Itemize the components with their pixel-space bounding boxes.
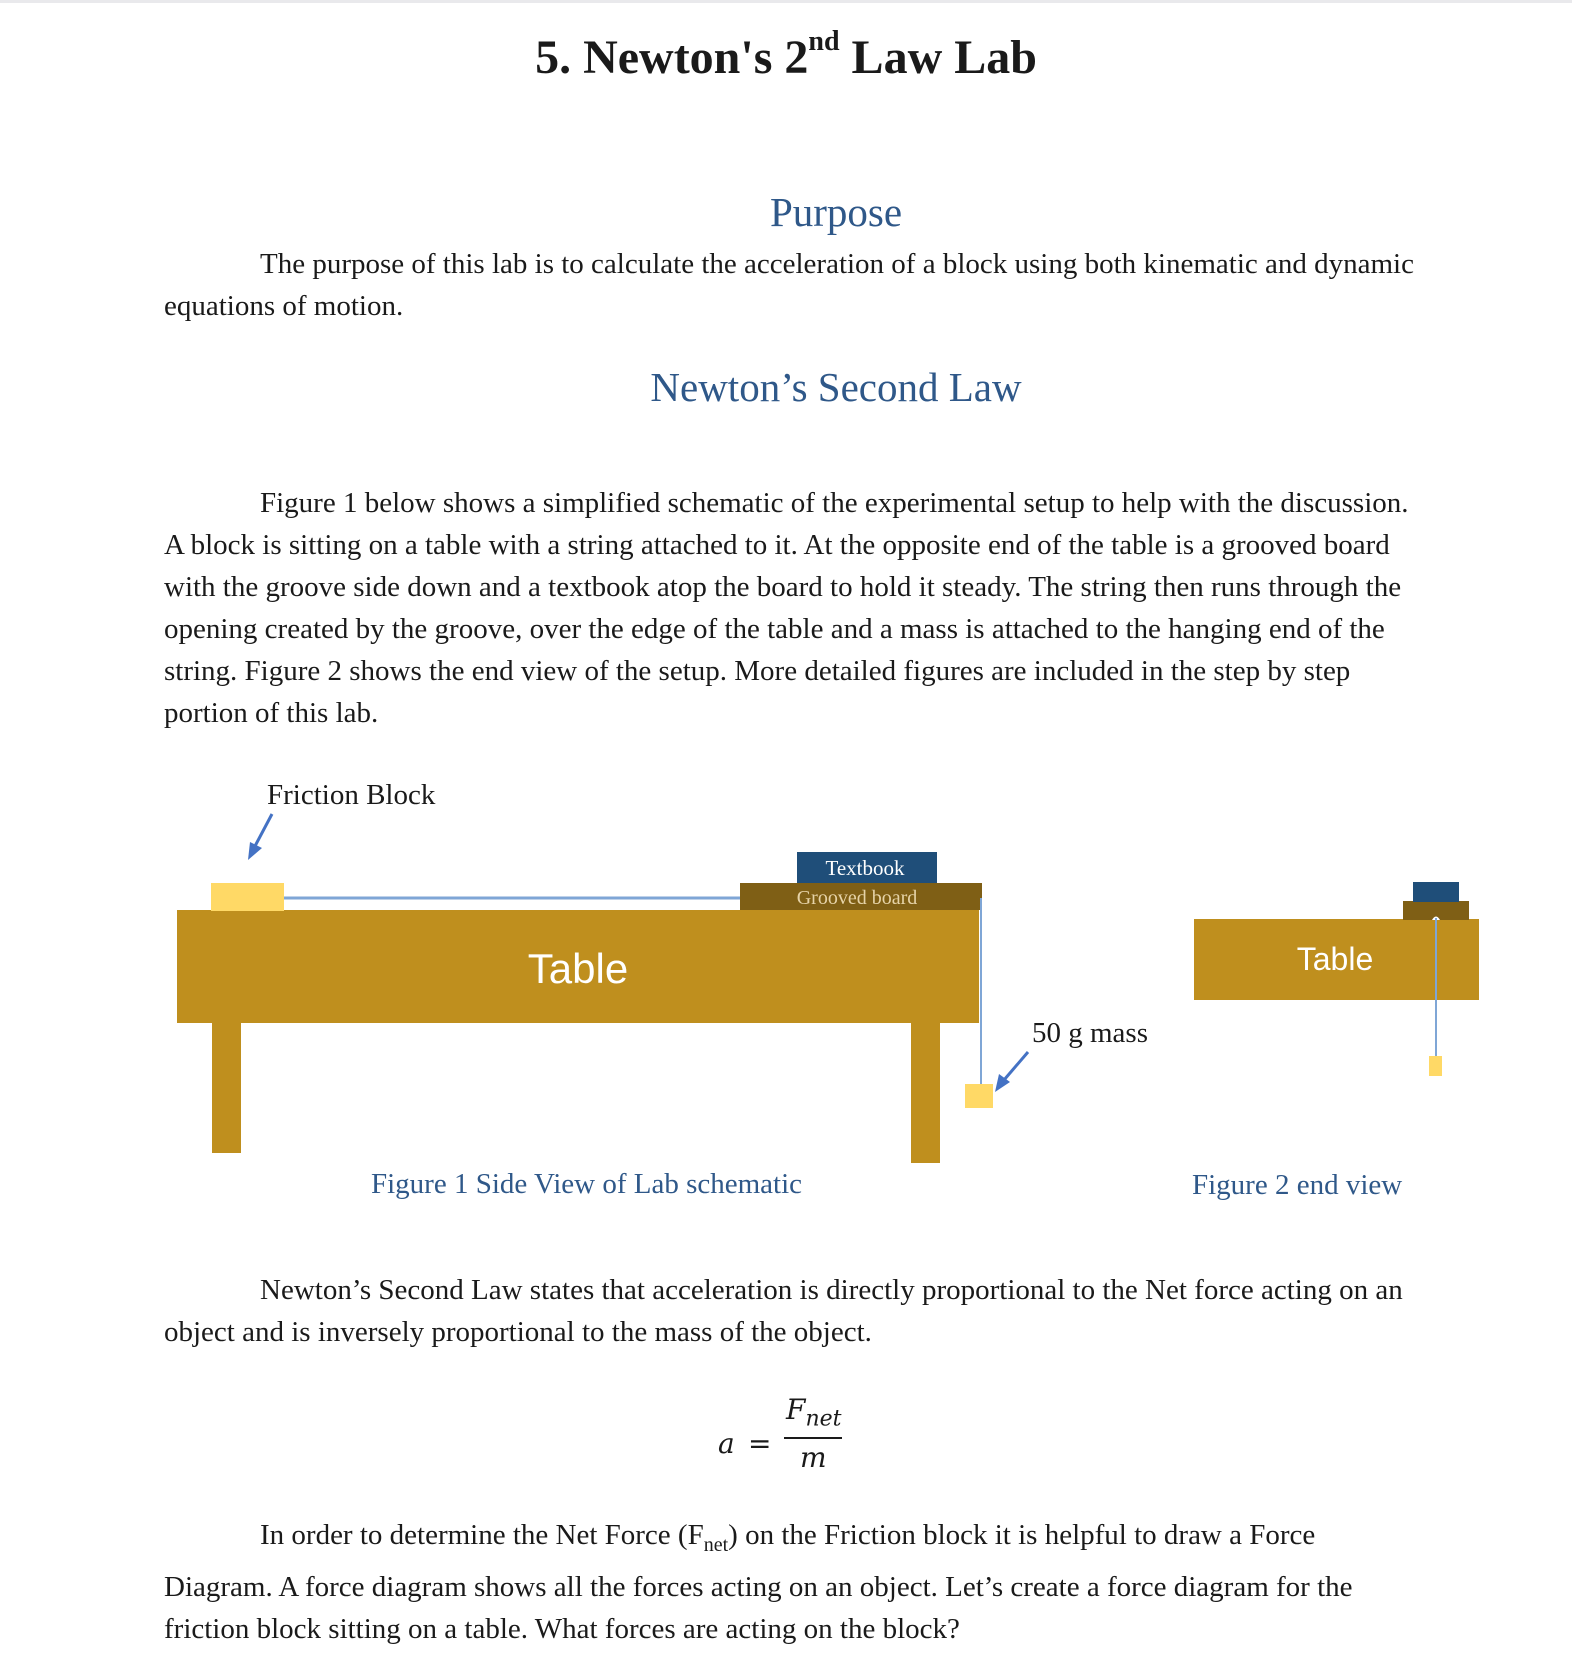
equation-acceleration: a bbox=[718, 1427, 735, 1460]
equation-fraction-bar bbox=[784, 1437, 842, 1439]
page-title: 5. Newton's 2nd Law Lab bbox=[535, 26, 1037, 84]
lab-schematic-figures bbox=[0, 770, 1572, 1180]
newton-second-law-equation bbox=[718, 1393, 898, 1493]
figure-1-side-view bbox=[177, 779, 1148, 1163]
purpose-paragraph: The purpose of this lab is to calculate the acceleration of a block using both kinematic and dynamic equations of motion. bbox=[164, 248, 1414, 322]
mass-label: 50 g mass bbox=[1032, 1017, 1148, 1049]
equation-denominator: m bbox=[800, 1441, 827, 1474]
figure-2-end-view bbox=[1194, 882, 1479, 1076]
table-leg-right bbox=[911, 1023, 940, 1163]
top-border bbox=[0, 0, 1572, 3]
newton-law-paragraph: Newton’s Second Law states that acceleration is directly proportional to the Net force acting on an object and is inversely proportional to the mass of the object. bbox=[164, 1274, 1403, 1348]
mass-arrow bbox=[1004, 1052, 1028, 1080]
equation-equals: = bbox=[748, 1427, 772, 1460]
friction-block-label: Friction Block bbox=[267, 779, 436, 811]
purpose-heading: Purpose bbox=[769, 189, 903, 235]
grooved-board-label: Grooved board bbox=[796, 887, 918, 909]
textbook-label: Textbook bbox=[825, 856, 905, 880]
figure-1-caption: Figure 1 Side View of Lab schematic bbox=[371, 1168, 803, 1200]
friction-block-arrow bbox=[254, 814, 272, 848]
friction-block bbox=[211, 883, 284, 911]
figure-description-paragraph: Figure 1 below shows a simplified schematic of the experimental setup to help with the discussion. A block is sitting on a table with a string attached to it. At the opposite end of the table is a grooved board with the groove side down and a textbook atop the board to hold it steady. The string then runs through the opening created by the groove, over the edge of the table and a mass is attached to the hanging end of the string. Figure 2 shows the end view of the setup. More detailed figures are included in the step by step portion of this lab. bbox=[164, 487, 1409, 729]
end-table-label: Table bbox=[1296, 941, 1374, 977]
figure-2-caption: Figure 2 end view bbox=[1192, 1169, 1403, 1201]
equation-numerator: $F_{net}$ bbox=[786, 1393, 842, 1432]
newton-second-law-heading: Newton’s Second Law bbox=[650, 364, 1022, 410]
force-diagram-paragraph: In order to determine the Net Force $(F_{net})$ on the Friction block it is helpful to draw a Force Diagram. A force diagram shows all the forces acting on an object. Let’s create a force diagram for the friction block sitting on a table. What forces are acting on the block? bbox=[164, 1519, 1353, 1645]
table-leg-left bbox=[212, 1023, 241, 1153]
hanging-mass bbox=[965, 1084, 993, 1108]
end-hanging-mass bbox=[1429, 1056, 1442, 1076]
friction-block-arrowhead bbox=[248, 842, 262, 860]
table-label: Table bbox=[527, 945, 629, 992]
end-textbook bbox=[1413, 882, 1459, 902]
